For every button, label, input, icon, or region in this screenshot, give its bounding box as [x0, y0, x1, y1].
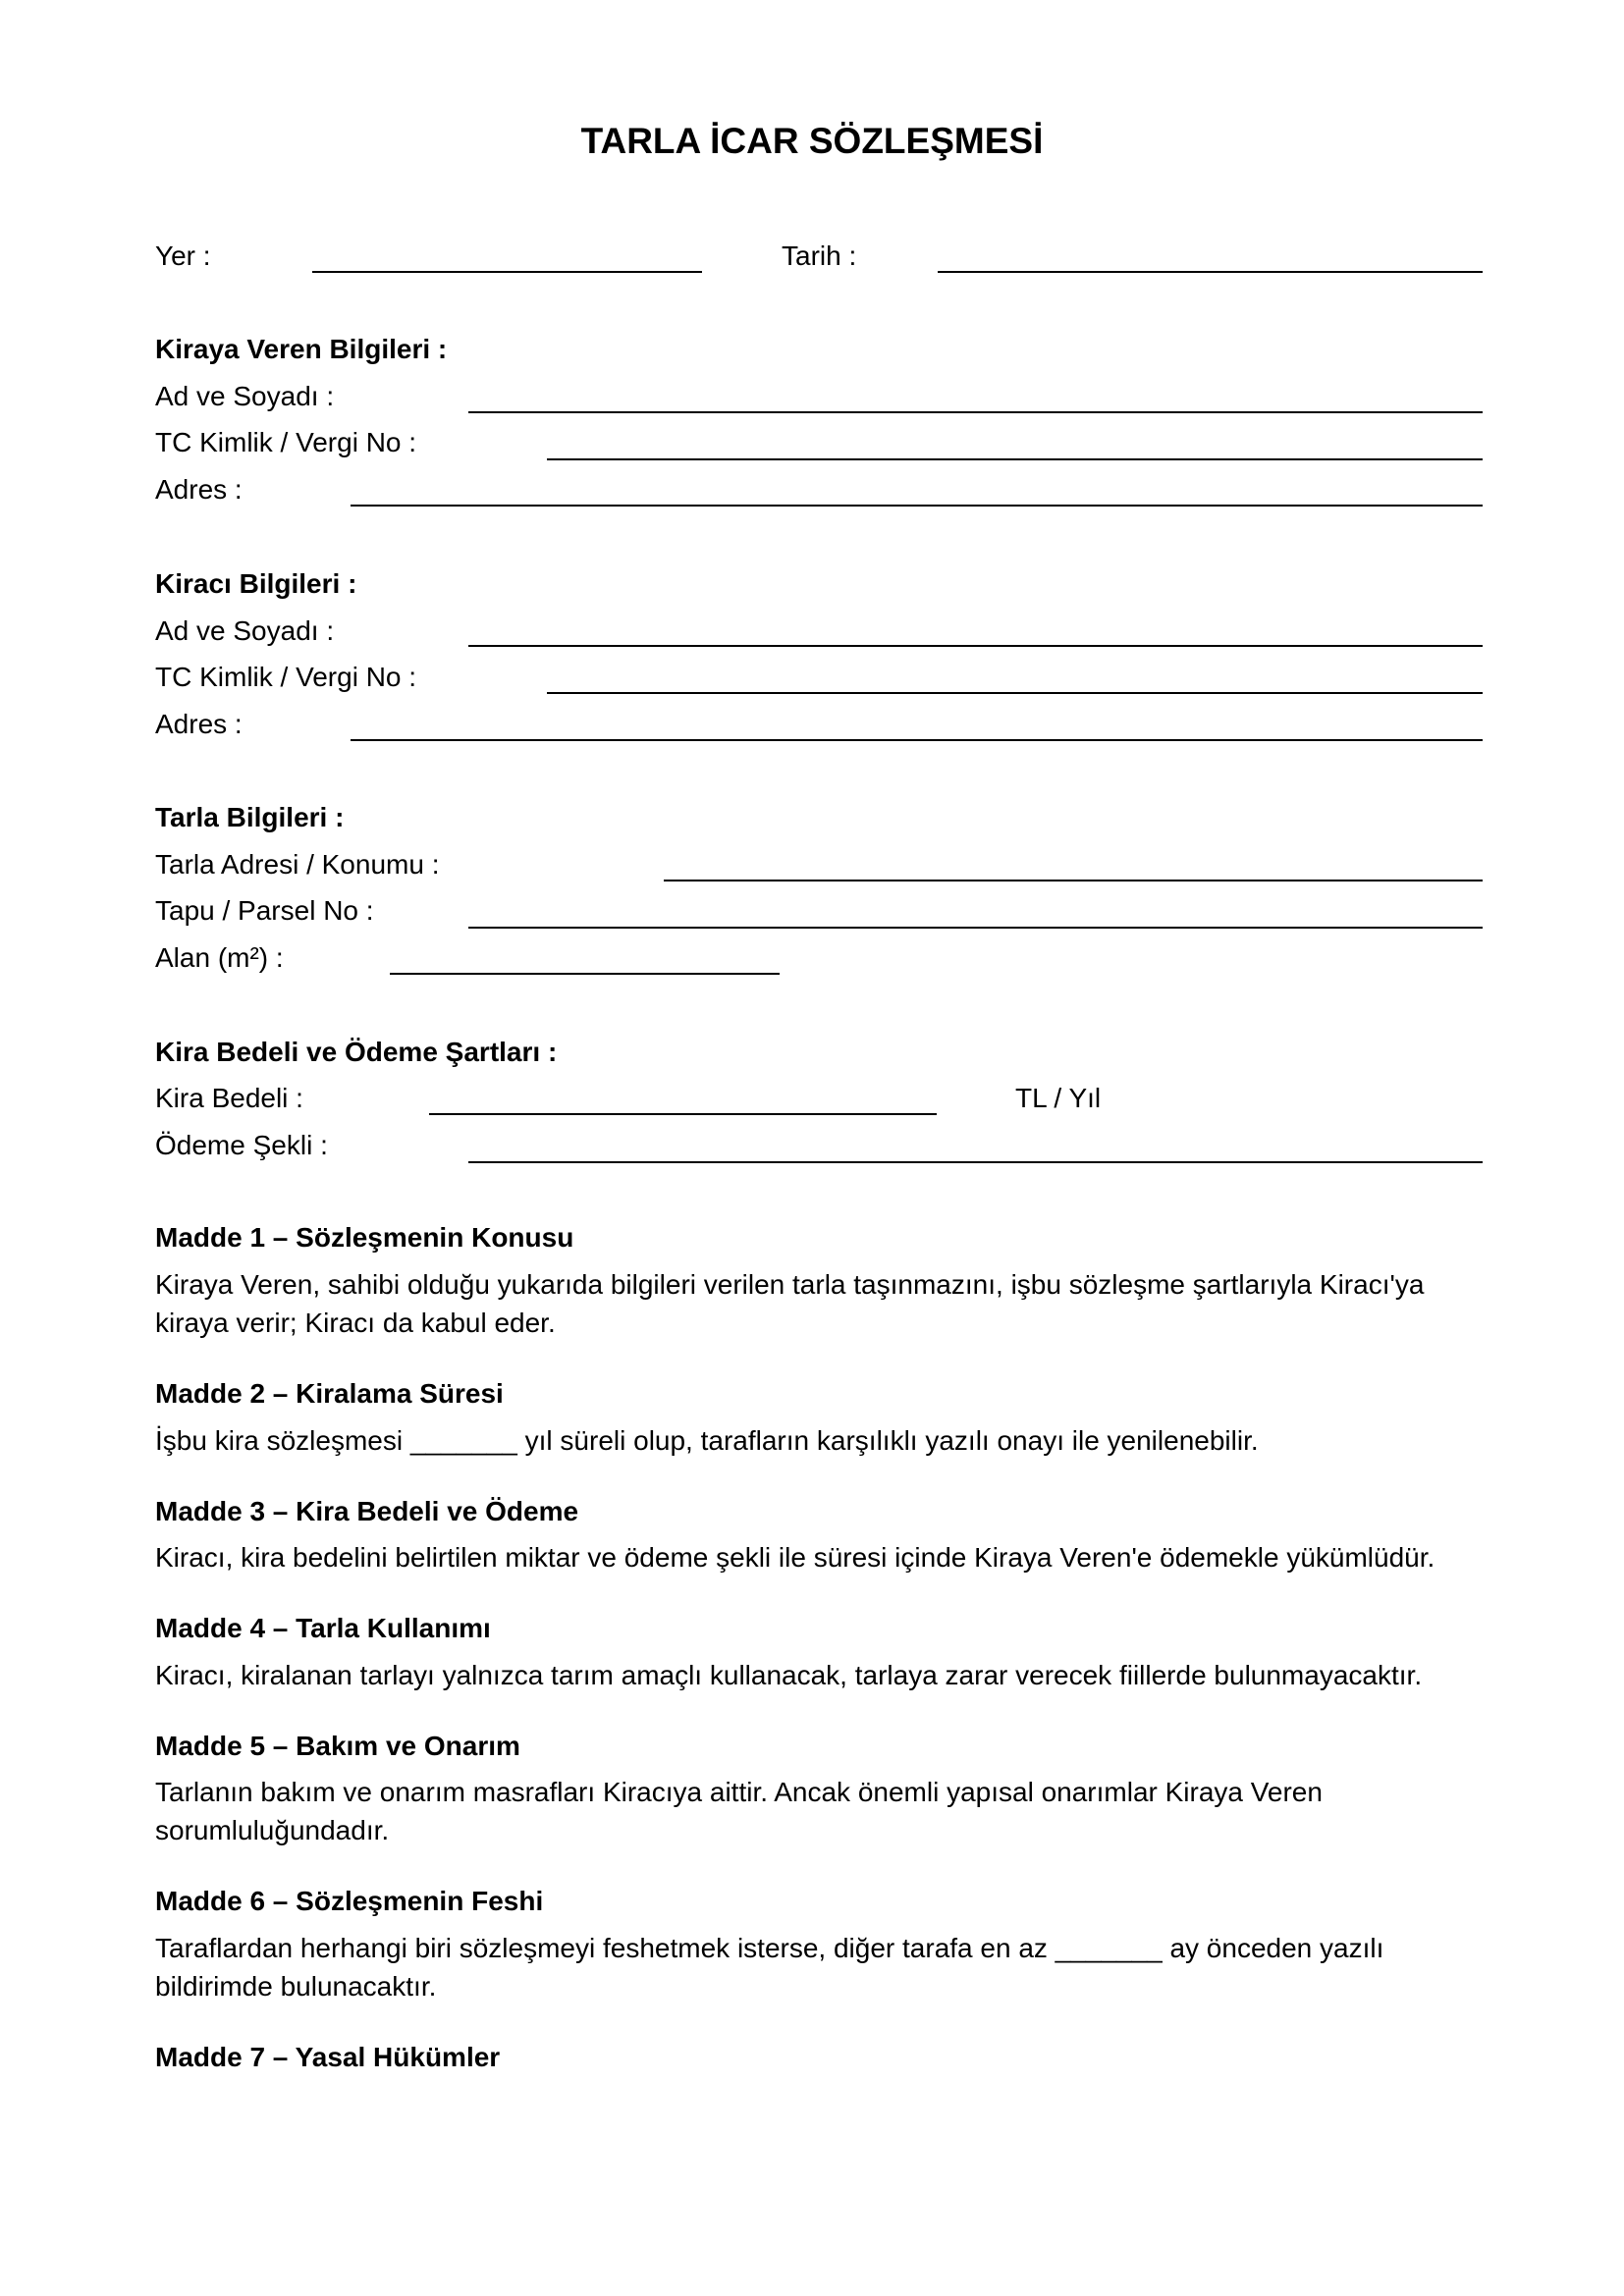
lessor-address-label: Adres : — [155, 474, 243, 505]
rent-amount-label: Kira Bedeli : — [155, 1083, 303, 1113]
area-label: Alan (m²) : — [155, 942, 284, 973]
place-label: Yer : — [155, 240, 211, 271]
document-title: TARLA İCAR SÖZLEŞMESİ — [580, 121, 1044, 161]
lessor-id-label: TC Kimlik / Vergi No : — [155, 427, 417, 457]
tenant-name-blank-line[interactable] — [468, 645, 1483, 647]
article-3-text: Kiracı, kira bedelini belirtilen miktar ve ödeme şekli ile süresi içinde Kiraya Veren'e ödemekle yükümlüdür. — [155, 1542, 1435, 1573]
lessor-address-blank-line[interactable] — [351, 505, 1483, 507]
area-blank-line[interactable] — [390, 973, 780, 975]
article-1-heading: Madde 1 – Sözleşmenin Konusu — [155, 1222, 574, 1253]
deed-parcel-label: Tapu / Parsel No : — [155, 895, 374, 926]
place-blank-line[interactable] — [312, 271, 702, 273]
article-5-heading: Madde 5 – Bakım ve Onarım — [155, 1731, 520, 1761]
lessor-name-label: Ad ve Soyadı : — [155, 381, 335, 411]
article-3-heading: Madde 3 – Kira Bedeli ve Ödeme — [155, 1496, 579, 1526]
article-4-heading: Madde 4 – Tarla Kullanımı — [155, 1613, 491, 1643]
date-label: Tarih : — [782, 240, 857, 271]
tenant-address-label: Adres : — [155, 709, 243, 739]
article-7-heading: Madde 7 – Yasal Hükümler — [155, 2042, 501, 2072]
lessor-name-blank-line[interactable] — [468, 411, 1483, 413]
field-section-heading: Tarla Bilgileri : — [155, 802, 345, 832]
deed-parcel-blank-line[interactable] — [468, 927, 1483, 929]
rent-unit-text: TL / Yıl — [1015, 1083, 1102, 1113]
payment-method-blank-line[interactable] — [468, 1161, 1483, 1163]
tenant-id-label: TC Kimlik / Vergi No : — [155, 662, 417, 692]
article-2-heading: Madde 2 – Kiralama Süresi — [155, 1378, 504, 1409]
field-address-blank-line[interactable] — [664, 880, 1483, 881]
lessor-id-blank-line[interactable] — [547, 458, 1483, 460]
tenant-name-label: Ad ve Soyadı : — [155, 615, 335, 646]
article-6-heading: Madde 6 – Sözleşmenin Feshi — [155, 1886, 544, 1916]
article-4-text: Kiracı, kiralanan tarlayı yalnızca tarım amaçlı kullanacak, tarlaya zarar verecek fiillerde bulunmayacaktır. — [155, 1660, 1423, 1690]
rent-section-heading: Kira Bedeli ve Ödeme Şartları : — [155, 1037, 558, 1067]
article-6-text: Taraflardan herhangi biri sözleşmeyi feshetmek isterse, diğer tarafa en az _______ ay önceden yazılı bildirimde bulunacaktır. — [155, 1933, 1384, 2002]
article-5-text: Tarlanın bakım ve onarım masrafları Kiracıya aittir. Ancak önemli yapısal onarımlar Kiraya Veren sorumluluğundadır. — [155, 1777, 1323, 1845]
tenant-address-blank-line[interactable] — [351, 739, 1483, 741]
lessor-section-heading: Kiraya Veren Bilgileri : — [155, 334, 448, 364]
field-address-label: Tarla Adresi / Konumu : — [155, 849, 440, 880]
tenant-id-blank-line[interactable] — [547, 692, 1483, 694]
date-blank-line[interactable] — [938, 271, 1483, 273]
article-2-text: İşbu kira sözleşmesi _______ yıl süreli olup, tarafların karşılıklı yazılı onayı ile yenilenebilir. — [155, 1425, 1259, 1456]
tenant-section-heading: Kiracı Bilgileri : — [155, 568, 357, 599]
rent-amount-blank-line[interactable] — [429, 1113, 937, 1115]
payment-method-label: Ödeme Şekli : — [155, 1130, 328, 1160]
article-1-text: Kiraya Veren, sahibi olduğu yukarıda bilgileri verilen tarla taşınmazını, işbu sözleşme şartlarıyla Kiracı'ya kiraya verir; Kiracı da kabul eder. — [155, 1269, 1425, 1338]
